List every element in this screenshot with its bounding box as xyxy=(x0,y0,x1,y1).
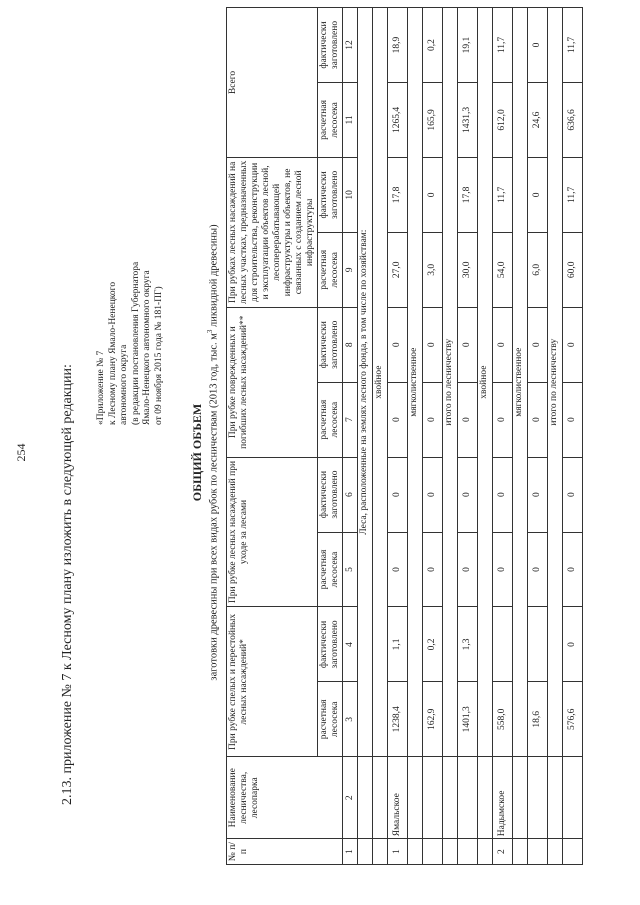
table-cell: 0 xyxy=(458,457,478,532)
table-cell: 18,6 xyxy=(528,682,548,757)
note-line: от 09 ноября 2015 года № 181-ПГ) xyxy=(153,286,164,425)
table-row xyxy=(423,8,443,865)
subheader-fact: фактически заготовлено xyxy=(318,307,343,382)
subheader-calc: расчетная лесосека xyxy=(318,83,343,158)
row-number xyxy=(528,839,548,865)
section-spacer xyxy=(358,839,373,865)
subheader-fact: фактически заготовлено xyxy=(318,607,343,682)
subsection-row xyxy=(373,8,388,865)
table-cell: 162,9 xyxy=(423,682,443,757)
document-title: ОБЩИЙ ОБЪЕМ xyxy=(190,403,204,502)
table-cell: 0 xyxy=(528,382,548,457)
subheader-fact: фактически заготовлено xyxy=(318,157,343,232)
subsection-label: мягколиственное xyxy=(408,8,423,757)
subsection-spacer xyxy=(408,839,423,865)
subsection-row xyxy=(443,8,458,865)
header-group-construction: При рубках лесных насаждений на лесных участках, предназначенных для строительства, реконструкции и эксплуатации объектов лесной, лесоперерабатывающей инфраструктуры и объектов, не связанных с созданием лесной инфраструктуры xyxy=(227,157,318,307)
table-cell xyxy=(528,607,548,682)
table-cell: 1,1 xyxy=(388,607,408,682)
table-cell: 0 xyxy=(423,457,443,532)
subsection-label: хвойное xyxy=(373,8,388,757)
table-cell: 0 xyxy=(458,382,478,457)
table-cell: 576,6 xyxy=(563,682,583,757)
table-cell: 0,2 xyxy=(423,607,443,682)
header-group-mature: При рубке спелых и перестойных лесных насаждений* xyxy=(227,607,318,757)
subsection-spacer xyxy=(513,839,528,865)
row-number: 1 xyxy=(388,839,408,865)
subsection-spacer xyxy=(548,839,563,865)
note-line: Ямало-Ненецкого автономного округа xyxy=(142,270,152,425)
row-forestry-name xyxy=(528,757,548,839)
subsection-spacer xyxy=(373,839,388,865)
subheader-calc: расчетная лесосека xyxy=(318,682,343,757)
table-cell: 0 xyxy=(458,307,478,382)
table-cell: 0 xyxy=(528,8,548,83)
section-row xyxy=(358,8,373,865)
subsection-label: мягколиственное xyxy=(513,8,528,757)
subsection-label: итого по лесничеству xyxy=(443,8,458,757)
note-line: (в редакции постановления Губернатора xyxy=(130,261,141,425)
subheader-row xyxy=(318,8,343,865)
row-forestry-name xyxy=(458,757,478,839)
table-cell: 0 xyxy=(528,157,548,232)
table-row xyxy=(388,8,408,865)
column-number: 4 xyxy=(343,607,358,682)
table-cell: 1401,3 xyxy=(458,682,478,757)
table-cell: 1,3 xyxy=(458,607,478,682)
table-cell: 11,7 xyxy=(563,157,583,232)
subsection-spacer xyxy=(408,757,423,839)
table-cell: 19,1 xyxy=(458,8,478,83)
table-cell: 1265,4 xyxy=(388,83,408,158)
column-number-row xyxy=(343,8,358,865)
subtitle-suffix: ликвидной древесины) xyxy=(208,224,220,330)
row-number xyxy=(458,839,478,865)
table-cell: 1431,3 xyxy=(458,83,478,158)
table-cell: 0 xyxy=(563,532,583,607)
subsection-label: итого по лесничеству xyxy=(548,8,563,757)
table-cell: 0 xyxy=(563,307,583,382)
subsection-row xyxy=(513,8,528,865)
header-group-care: При рубке лесных насаждений при уходе за лесами xyxy=(227,457,318,607)
column-number: 5 xyxy=(343,532,358,607)
subheader-calc: расчетная лесосека xyxy=(318,232,343,307)
subtitle-superscript: 3 xyxy=(206,329,214,334)
table-cell: 0 xyxy=(528,532,548,607)
subsection-spacer xyxy=(478,839,493,865)
table-cell: 0 xyxy=(423,382,443,457)
table-cell: 0,2 xyxy=(423,8,443,83)
amendment-heading: 2.13. приложение № 7 к Лесному плану изложить в следующей редакции: xyxy=(60,364,75,805)
note-line: к Лесному плану Ямало-Ненецкого xyxy=(107,281,118,425)
subsection-spacer xyxy=(548,757,563,839)
subsection-row xyxy=(408,8,423,865)
header-group-total: Всего xyxy=(227,8,318,158)
table-cell: 6,0 xyxy=(528,232,548,307)
table-cell: 165,9 xyxy=(423,83,443,158)
table-cell: 11,7 xyxy=(493,8,513,83)
table-cell: 0 xyxy=(528,457,548,532)
subsection-row xyxy=(478,8,493,865)
row-number xyxy=(563,839,583,865)
subheader-calc: расчетная лесосека xyxy=(318,382,343,457)
table-cell: 3,0 xyxy=(423,232,443,307)
subsection-spacer xyxy=(478,757,493,839)
table-cell: 0 xyxy=(388,532,408,607)
subsection-spacer xyxy=(443,757,458,839)
table-cell: 0 xyxy=(493,457,513,532)
subheader-calc: расчетная лесосека xyxy=(318,532,343,607)
column-number: 8 xyxy=(343,307,358,382)
subsection-spacer xyxy=(373,757,388,839)
column-number: 7 xyxy=(343,382,358,457)
column-number: 6 xyxy=(343,457,358,532)
column-number: 1 xyxy=(343,839,358,865)
table-cell xyxy=(493,607,513,682)
table-cell: 0 xyxy=(493,532,513,607)
subheader-fact: фактически заготовлено xyxy=(318,457,343,532)
subtitle-text: заготовки древесины при всех видах рубок по лесничествам (2013 год, тыс. м xyxy=(208,333,220,681)
subsection-spacer xyxy=(513,757,528,839)
row-forestry-name xyxy=(563,757,583,839)
table-cell: 612,0 xyxy=(493,83,513,158)
table-cell: 0 xyxy=(563,607,583,682)
table-row xyxy=(458,8,478,865)
column-number: 3 xyxy=(343,682,358,757)
note-line: «Приложение № 7 xyxy=(96,350,106,425)
row-forestry-name xyxy=(423,757,443,839)
table-row xyxy=(493,8,513,865)
table-cell: 0 xyxy=(493,307,513,382)
table-body xyxy=(373,8,583,865)
row-number xyxy=(423,839,443,865)
table-cell: 0 xyxy=(388,457,408,532)
section-spacer xyxy=(358,757,373,839)
row-number: 2 xyxy=(493,839,513,865)
table-cell: 0 xyxy=(458,532,478,607)
column-number: 10 xyxy=(343,157,358,232)
row-forestry-name: Надымское xyxy=(493,757,513,839)
column-number: 11 xyxy=(343,83,358,158)
table-cell: 27,0 xyxy=(388,232,408,307)
table-cell: 17,8 xyxy=(458,157,478,232)
table-cell: 0 xyxy=(563,382,583,457)
page-number: 254 xyxy=(14,443,28,462)
table-cell: 0 xyxy=(388,382,408,457)
column-number: 2 xyxy=(343,757,358,839)
subsection-spacer xyxy=(443,839,458,865)
table-cell: 0 xyxy=(528,307,548,382)
table-row xyxy=(563,8,583,865)
table-cell: 1238,4 xyxy=(388,682,408,757)
table-cell: 24,6 xyxy=(528,83,548,158)
table-cell: 60,0 xyxy=(563,232,583,307)
table-cell: 11,7 xyxy=(563,8,583,83)
table-cell: 18,9 xyxy=(388,8,408,83)
table-cell: 0 xyxy=(423,532,443,607)
header-group-damaged: При рубке поврежденных и погибших лесных насаждений** xyxy=(227,307,318,457)
harvest-table xyxy=(226,7,583,865)
table-cell: 54,0 xyxy=(493,232,513,307)
table-cell: 558,0 xyxy=(493,682,513,757)
section-title: Леса, расположенные на землях лесного фонда, в том числе по хозяйствам: xyxy=(358,8,373,757)
header-no: № п/п xyxy=(227,839,343,865)
subsection-label: хвойное xyxy=(478,8,493,757)
appendix-note xyxy=(96,262,165,425)
table-cell: 0 xyxy=(388,307,408,382)
table-cell: 636,6 xyxy=(563,83,583,158)
table-row xyxy=(528,8,548,865)
table-cell: 0 xyxy=(423,307,443,382)
header-row xyxy=(227,8,318,865)
column-number: 12 xyxy=(343,8,358,83)
subheader-fact: фактически заготовлено xyxy=(318,8,343,83)
table-cell: 30,0 xyxy=(458,232,478,307)
table-cell: 0 xyxy=(423,157,443,232)
row-forestry-name: Ямальское xyxy=(388,757,408,839)
table-cell: 0 xyxy=(563,457,583,532)
header-name: Наименование лесничества, лесопарка xyxy=(227,757,343,839)
table-cell: 17,8 xyxy=(388,157,408,232)
table-cell: 11,7 xyxy=(493,157,513,232)
subsection-row xyxy=(548,8,563,865)
document-subtitle xyxy=(206,0,220,905)
note-line: автономного округа xyxy=(119,344,129,425)
column-number: 9 xyxy=(343,232,358,307)
table-cell: 0 xyxy=(493,382,513,457)
